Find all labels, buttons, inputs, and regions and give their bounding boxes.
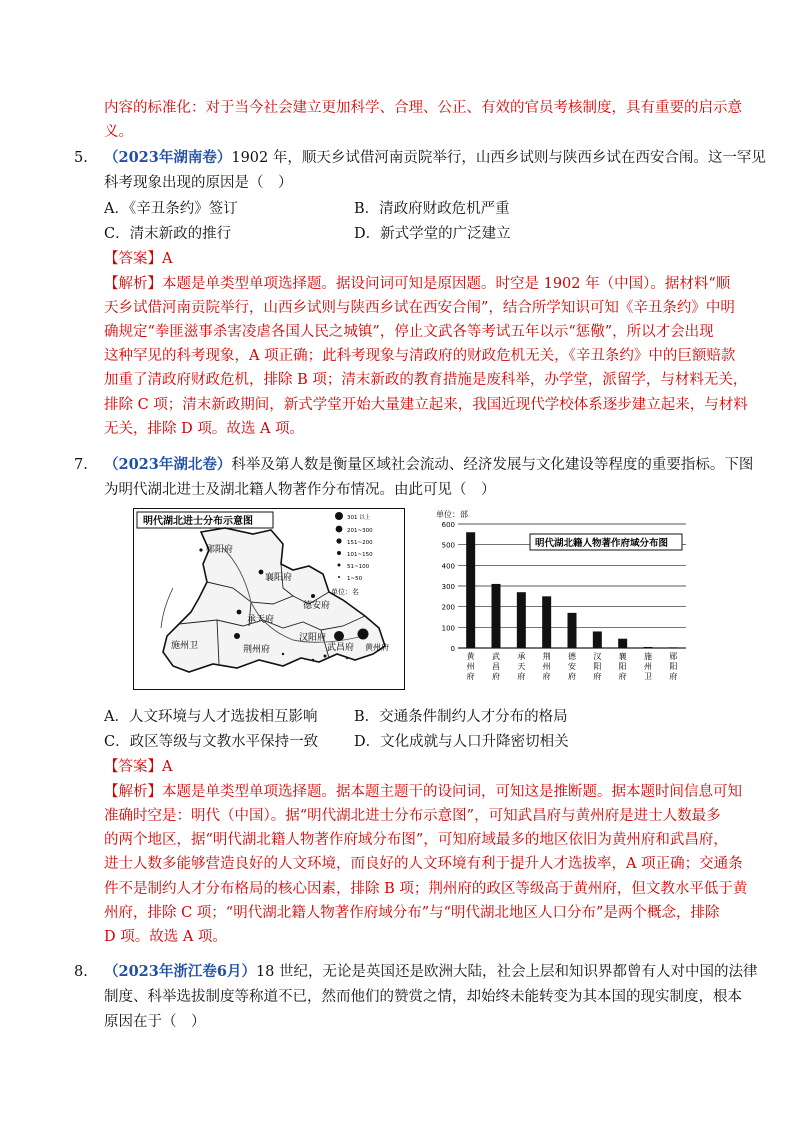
option-c: C．政区等级与文教水平保持一致 <box>104 734 319 750</box>
prev-explanation-line-2: 义。 <box>104 124 133 140</box>
x-tick-label: 黄州府 <box>466 652 475 681</box>
bar <box>568 613 577 648</box>
explanation-line: 无关，排除 D 项。故选 A 项。 <box>104 421 305 437</box>
option-c: C．清末新政的推行 <box>104 226 232 242</box>
explanation-line: 【解析】本题是单类型单项选择题。据设问词可知是原因题。时空是 1902 年（中国）。据材料“顺 <box>104 276 731 292</box>
place-dot <box>199 548 202 551</box>
option-d: D．新式学堂的广泛建立 <box>354 226 511 242</box>
explanation-line: 州府，排除 C 项；“明代湖北籍人物著作府域分布”与“明代湖北地区人口分布”是两个概念，排除 <box>104 905 720 921</box>
place-label: 郧阳府 <box>206 545 234 555</box>
x-tick-label: 武昌府 <box>492 652 500 681</box>
place-dot <box>259 570 264 575</box>
explanation-line: 件不是制约人才分布格局的核心因素，排除 B 项；荆州府的政区等级高于黄州府，但文教水平低于黄 <box>104 881 748 897</box>
question-stem <box>104 455 753 475</box>
question-stem-line-3: 原因在于（ ） <box>104 1014 206 1030</box>
place-label: 襄阳府 <box>265 573 293 583</box>
explanation-line: 【解析】本题是单类型单项选择题。据本题主题干的设问词，可知这是推断题。据本题时间信息可知 <box>104 784 742 800</box>
y-tick-label: 500 <box>441 541 455 550</box>
place-dot <box>358 629 369 640</box>
y-tick-label: 100 <box>441 624 455 633</box>
place-dot <box>324 655 327 658</box>
option-d: D．文化成就与人口升降密切相关 <box>354 734 569 750</box>
question-stem <box>104 148 766 168</box>
answer: 【答案】A <box>104 759 173 775</box>
place-label: 承天府 <box>247 615 275 625</box>
prev-explanation-line-1: 内容的标准化：对于当今社会建立更加科学、合理、公正、有效的官员考核制度，具有重要的启示意 <box>104 100 742 116</box>
answer: 【答案】A <box>104 251 173 267</box>
question-stem-line-2: 科考现象出现的原因是（ ） <box>104 175 293 191</box>
x-tick-label: 荆州府 <box>542 652 551 681</box>
question-source: （2023年湖南卷） <box>104 149 232 166</box>
bar <box>466 532 475 648</box>
question-stem-line-1: 18 世纪，无论是英国还是欧洲大陆，社会上层和知识界都曾有人对中国的法律 <box>255 964 758 980</box>
explanation-line: 排除 C 项；清末新政期间，新式学堂开始大量建立起来，我国近现代学校体系逐步建立起来，与材料 <box>104 397 748 413</box>
place-label: 黄州府 <box>365 643 389 652</box>
question-number: 5. <box>74 150 88 166</box>
option-b: B．清政府财政危机严重 <box>354 201 510 217</box>
legend-label: 301 以上 <box>347 515 371 521</box>
bar <box>517 592 526 648</box>
legend-label: 151~200 <box>347 540 373 546</box>
place-dot <box>311 594 315 598</box>
place-label: 德安府 <box>303 601 331 611</box>
legend-symbol <box>338 576 340 578</box>
explanation-line: 天乡试借河南贡院举行，山西乡试则与陕西乡试在西安合闱”，结合所学知识可知《辛丑条约》中明 <box>104 300 735 316</box>
question-stem-line-2: 制度、科举选拔制度等称道不已，然而他们的赞赏之情，却始终未能转变为其本国的现实制度，根本 <box>104 989 742 1005</box>
place-dot <box>312 659 314 661</box>
legend-label: 51~100 <box>347 564 370 570</box>
legend-symbol <box>337 551 341 555</box>
y-tick-label: 0 <box>450 645 455 653</box>
legend-symbol <box>336 538 341 543</box>
y-tick-label: 200 <box>441 603 455 612</box>
x-tick-label: 施州卫 <box>644 652 652 681</box>
map-unit-label: 单位：名 <box>331 588 359 596</box>
explanation-line: 进士人数多能够营造良好的人文环境，而良好的人文环境有利于提升人才选拔率，A 项正确；交通条 <box>104 856 743 872</box>
place-dot <box>234 633 240 639</box>
explanation-line: 准确时空是：明代（中国）。据“明代湖北进士分布示意图”，可知武昌府与黄州府是进士人数最多 <box>104 808 721 824</box>
x-tick-label: 郧阳府 <box>669 652 678 681</box>
place-label: 武昌府 <box>327 643 355 653</box>
bar <box>593 631 602 648</box>
works-distribution-bar-chart <box>432 506 692 696</box>
legend-symbol <box>336 526 343 533</box>
bar <box>618 639 627 648</box>
y-tick-label: 400 <box>441 562 455 571</box>
bar <box>644 647 653 648</box>
legend-symbol <box>338 564 341 567</box>
question-number: 8. <box>74 964 88 980</box>
question-stem-line-1: 科举及第人数是衡量区域社会流动、经济发展与文化建设等程度的重要指标。下图 <box>231 457 754 473</box>
explanation-line: 的两个地区，据“明代湖北籍人物著作府域分布图”，可知府域最多的地区依旧为黄州府和武昌府， <box>104 832 728 848</box>
place-label: 施州卫 <box>171 641 199 651</box>
x-tick-label: 襄阳府 <box>618 652 627 681</box>
place-dot <box>282 653 284 655</box>
legend-label: 101~150 <box>347 552 373 558</box>
legend-label: 201~300 <box>347 528 373 534</box>
question-stem <box>104 962 758 982</box>
question-source: （2023年浙江卷6月） <box>104 963 256 980</box>
bar <box>669 647 678 648</box>
y-tick-label: 300 <box>441 583 455 591</box>
bar <box>542 596 551 648</box>
place-label: 荆州府 <box>243 645 271 655</box>
place-dot <box>237 610 242 615</box>
place-dot <box>346 657 348 659</box>
map-title: 明代湖北进士分布示意图 <box>143 516 253 527</box>
legend-label: 1~50 <box>347 576 363 582</box>
chart-title: 明代湖北籍人物著作府域分布图 <box>535 538 669 549</box>
place-dot <box>334 631 344 641</box>
bar <box>492 584 501 648</box>
question-number: 7. <box>74 457 88 473</box>
x-tick-label: 承天府 <box>517 652 526 681</box>
explanation-line: D 项。故选 A 项。 <box>104 929 227 945</box>
option-a: A．《辛丑条约》签订 <box>104 201 238 217</box>
place-label: 汉阳府 <box>299 633 327 643</box>
option-b: B．交通条件制约人才分布的格局 <box>354 709 568 725</box>
y-tick-label: 600 <box>441 521 455 529</box>
chart-unit-label: 单位：部 <box>436 510 468 519</box>
explanation-line: 加重了清政府财政危机，排除 B 项；清末新政的教育措施是废科举，办学堂，派留学，与材料无关， <box>104 372 748 388</box>
question-stem-line-1: 1902 年，顺天乡试借河南贡院举行，山西乡试则与陕西乡试在西安合闱。这一罕见 <box>231 150 766 166</box>
legend-symbol <box>335 512 343 520</box>
x-tick-label: 德安府 <box>568 652 576 681</box>
explanation-line: 这种罕见的科考现象，A 项正确；此科考现象与清政府的财政危机无关，《辛丑条约》中的巨额赔款 <box>104 348 736 364</box>
question-stem-line-2: 为明代湖北进士及湖北籍人物著作分布情况。由此可见（ ） <box>104 482 496 498</box>
jinshi-distribution-map <box>133 508 405 690</box>
explanation-line: 确规定“拳匪滋事杀害凌虐各国人民之城镇”，停止文武各等考试五年以示“惩儆”，所以才会出现 <box>104 324 714 340</box>
x-tick-label: 汉阳府 <box>593 652 602 681</box>
option-a: A．人文环境与人才选拔相互影响 <box>104 709 318 725</box>
question-source: （2023年湖北卷） <box>104 456 232 473</box>
